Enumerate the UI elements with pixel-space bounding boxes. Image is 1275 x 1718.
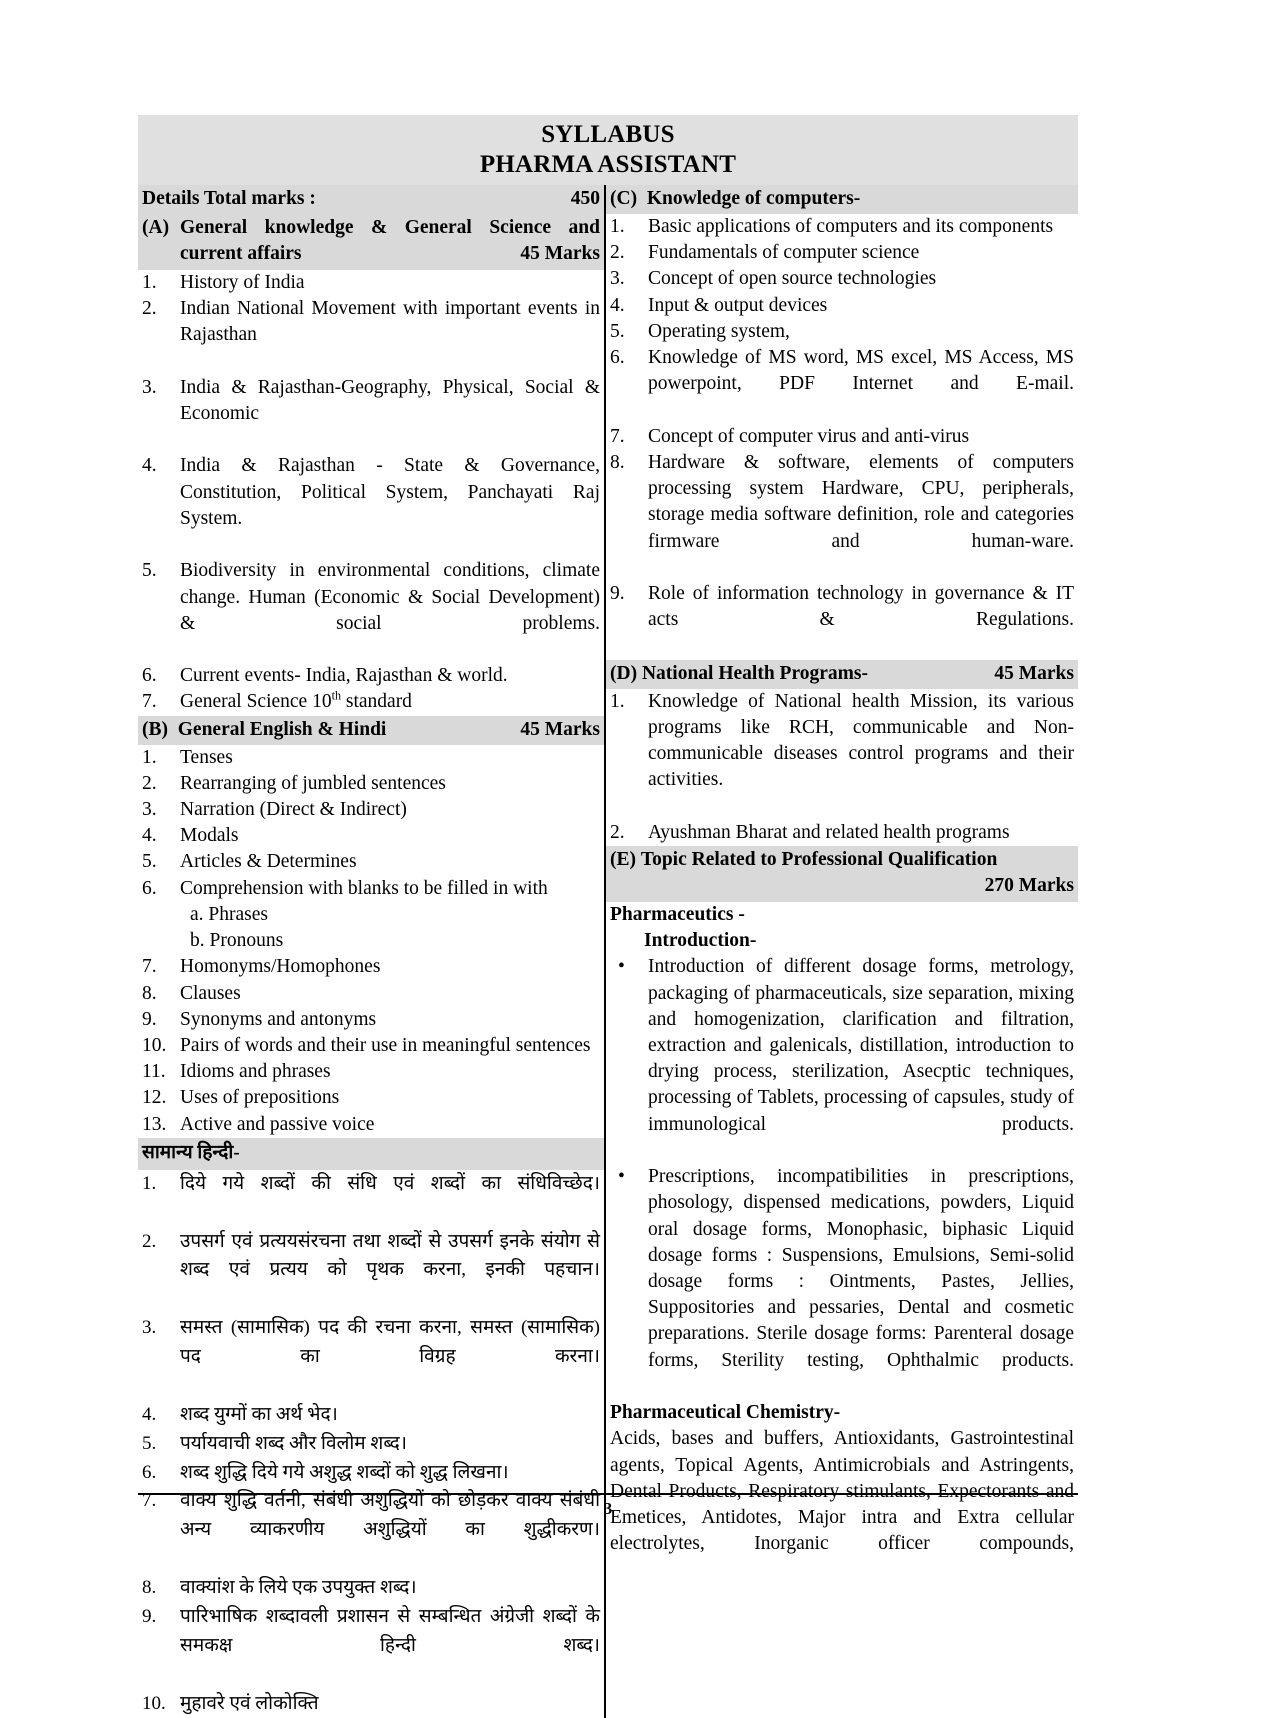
section-d-title-text: National Health Programs- [642, 663, 868, 684]
list-item [606, 240, 1078, 266]
details-total-marks-value: 450 [571, 186, 600, 212]
section-d-header [606, 660, 1078, 689]
right-column [606, 185, 1078, 1718]
item-number: 1. [142, 745, 180, 771]
bullet-icon: • [610, 1164, 648, 1400]
list-item [138, 375, 604, 454]
item-text: Pairs of words and their use in meaningful sentences [180, 1033, 600, 1059]
item-text: History of India [180, 270, 600, 296]
list-item [606, 450, 1078, 581]
item-text: Prescriptions, incompatibilities in prescriptions, phosology, dispensed medications, powders, Liquid oral dosage forms, Monophasic, biphasic Liquid dosage forms : Suspensions, Emulsions, Semi-solid dosage forms : Ointments, Pastes, Jellies, Suppositories and pessaries, Dental and cosmetic preparations. Sterile dosage forms: Parenteral dosage forms, Sterility testing, Ophthalmic products. [648, 1164, 1074, 1400]
item-text: Articles & Determines [180, 849, 600, 875]
item-number: 10. [142, 1033, 180, 1059]
section-c-title: Knowledge of computers- [647, 188, 860, 209]
item-text: उपसर्ग एवं प्रत्ययसंरचना तथा शब्दों से उपसर्ग इनके संयोग से शब्द एवं प्रत्यय को पृथक करना, इनकी पहचान। [180, 1228, 600, 1315]
list-item [138, 1059, 604, 1085]
list-item [138, 1401, 604, 1430]
list-item [138, 296, 604, 375]
list-item [138, 1603, 604, 1690]
section-a-marks: 45 Marks [520, 241, 600, 268]
item-number: 7. [142, 1487, 180, 1574]
item-number: 6. [142, 1459, 180, 1488]
list-item [138, 745, 604, 771]
item-text: Hardware & software, elements of computers processing system Hardware, CPU, peripherals, storage media software definition, role and categories firmware and human-ware. [648, 450, 1074, 581]
item-number: 2. [610, 820, 648, 846]
section-e-header [606, 846, 1078, 902]
list-item-bullet [606, 1164, 1078, 1400]
item-text: वाक्यांश के लिये एक उपयुक्त शब्द। [180, 1574, 600, 1603]
item-text: b. Pronouns [180, 928, 600, 954]
item-number: 2. [142, 771, 180, 797]
item-text [180, 689, 600, 715]
item-text: Homonyms/Homophones [180, 954, 600, 980]
list-item [138, 1033, 604, 1059]
item-number: 5. [142, 558, 180, 663]
list-item [138, 558, 604, 663]
pharmaceutical-chemistry-body: Acids, bases and buffers, Antioxidants, Gastrointestinal agents, Topical Agents, Antimicrobials and Astringents, Dental Products, Respiratory stimulants, Expectorants and Emetices, Antidotes, Major intra and Extra cellular electrolytes, Inorganic officer compounds, [606, 1426, 1078, 1583]
title-line-1: SYLLABUS [138, 120, 1078, 150]
item-number: 6. [142, 876, 180, 902]
item-number: 7. [142, 689, 180, 715]
item-number: 5. [142, 849, 180, 875]
item-text: India & Rajasthan - State & Governance, Constitution, Political System, Panchayati Raj System. [180, 453, 600, 558]
section-e-spacer [610, 873, 985, 900]
item-text: Basic applications of computers and its components [648, 214, 1074, 240]
left-column [138, 185, 606, 1718]
section-d-tag: (D) [610, 663, 637, 684]
item-text: Comprehension with blanks to be filled in with [180, 876, 600, 902]
list-item [138, 1690, 604, 1718]
list-item [606, 581, 1078, 660]
section-a-title-line2: current affairs [180, 241, 520, 268]
footer-divider [138, 1493, 1078, 1495]
two-column-body [138, 185, 1078, 1718]
item-number: 4. [142, 453, 180, 558]
list-item [138, 1574, 604, 1603]
item-number: 1. [142, 1170, 180, 1228]
syllabus-page [138, 115, 1078, 1718]
item-text: Introduction of different dosage forms, metrology, packaging of pharmaceuticals, size separation, mixing and homogenization, clarification and filtration, extraction and galenicals, distillation, introduction to drying process, sterilization, Asecptic techniques, processing of Tablets, processing of capsules, study of immunological products. [648, 954, 1074, 1164]
list-item [606, 266, 1078, 292]
item-number: 1. [142, 270, 180, 296]
list-item [138, 849, 604, 875]
section-e-marks: 270 Marks [985, 873, 1074, 900]
section-b-tag: (B) [142, 719, 168, 740]
item-text: a. Phrases [180, 902, 600, 928]
list-item [138, 1430, 604, 1459]
item-text: India & Rajasthan-Geography, Physical, Social & Economic [180, 375, 600, 454]
item-text: शब्द युग्मों का अर्थ भेद। [180, 1401, 600, 1430]
list-item [138, 1085, 604, 1111]
item-text-pre: General Science 10 [180, 691, 332, 712]
list-item-sub [138, 928, 604, 954]
item-text: दिये गये शब्दों की संधि एवं शब्दों का संधिविच्छेद। [180, 1170, 600, 1228]
item-text: वाक्य शुद्धि वर्तनी, संबंधी अशुद्धियों को छोड़कर वाक्य संबंधी अन्य व्याकरणीय अशुद्धियों का शुद्धीकरण। [180, 1487, 600, 1574]
item-number: 8. [142, 981, 180, 1007]
list-item [606, 319, 1078, 345]
item-number: 3. [142, 375, 180, 454]
title-row [138, 115, 1078, 185]
list-item [138, 797, 604, 823]
section-d-title [610, 661, 994, 687]
document-title [138, 115, 1078, 185]
item-number: 3. [142, 1314, 180, 1401]
section-a-header [138, 214, 604, 270]
item-number: 5. [142, 1430, 180, 1459]
item-text: मुहावरे एवं लोकोक्ति [180, 1690, 600, 1718]
list-item [138, 771, 604, 797]
item-number: 1. [610, 689, 648, 820]
item-number: 2. [142, 1228, 180, 1315]
section-b-header [138, 716, 604, 745]
item-text: Rearranging of jumbled sentences [180, 771, 600, 797]
list-item-bullet [606, 954, 1078, 1164]
item-text: Ayushman Bharat and related health programs [648, 820, 1074, 846]
list-item [606, 345, 1078, 424]
list-item [138, 1112, 604, 1138]
list-item [138, 981, 604, 1007]
item-text: Clauses [180, 981, 600, 1007]
section-e-tag: (E) [610, 849, 636, 870]
item-number: 5. [610, 319, 648, 345]
list-item [138, 663, 604, 689]
list-item [138, 1228, 604, 1315]
pharmaceutics-heading: Pharmaceutics - [606, 902, 1078, 928]
bullet-icon: • [610, 954, 648, 1164]
item-number: 1. [610, 214, 648, 240]
item-text: Current events- India, Rajasthan & world. [180, 663, 600, 689]
item-number: 11. [142, 1059, 180, 1085]
section-b-title-text: General English & Hindi [178, 719, 387, 740]
list-item [138, 453, 604, 558]
pharmaceutics-subheading: Introduction- [606, 928, 1078, 954]
list-item [138, 1459, 604, 1488]
item-text: Indian National Movement with important events in Rajasthan [180, 296, 600, 375]
item-text: समस्त (सामासिक) पद की रचना करना, समस्त (सामासिक) पद का विग्रह करना। [180, 1314, 600, 1401]
list-item [606, 214, 1078, 240]
section-b-title [142, 717, 520, 743]
item-number [142, 902, 180, 928]
item-number: 7. [610, 424, 648, 450]
section-a-tag: (A) [142, 215, 180, 242]
list-item [138, 1170, 604, 1228]
item-number: 8. [610, 450, 648, 581]
item-number: 12. [142, 1085, 180, 1111]
item-text: Uses of prepositions [180, 1085, 600, 1111]
list-item [138, 876, 604, 902]
item-number: 4. [142, 1401, 180, 1430]
item-number: 9. [142, 1007, 180, 1033]
section-d-marks: 45 Marks [994, 661, 1074, 687]
details-total-marks-label: Details Total marks : [142, 186, 571, 212]
list-item-sub [138, 902, 604, 928]
list-item [138, 270, 604, 296]
item-text: Biodiversity in environmental conditions, climate change. Human (Economic & Social Development) & social problems. [180, 558, 600, 663]
item-text: Idioms and phrases [180, 1059, 600, 1085]
list-item [606, 820, 1078, 846]
item-text: Concept of computer virus and anti-virus [648, 424, 1074, 450]
item-text: Fundamentals of computer science [648, 240, 1074, 266]
item-number: 2. [142, 296, 180, 375]
item-number [142, 928, 180, 954]
section-b-marks: 45 Marks [520, 717, 600, 743]
title-line-2: PHARMA ASSISTANT [138, 150, 1078, 180]
section-a-title: General knowledge & General Science and [180, 215, 600, 242]
item-number: 2. [610, 240, 648, 266]
page-number: 3 [138, 1499, 1078, 1519]
item-text: Concept of open source technologies [648, 266, 1074, 292]
item-text: Knowledge of National health Mission, its various programs like RCH, communicable and Non-communicable diseases control programs and their activities. [648, 689, 1074, 820]
item-number: 8. [142, 1574, 180, 1603]
item-text: पारिभाषिक शब्दावली प्रशासन से सम्बन्धित अंग्रेजी शब्दों के समकक्ष हिन्दी शब्द। [180, 1603, 600, 1690]
item-text: Role of information technology in governance & IT acts & Regulations. [648, 581, 1074, 660]
item-number: 7. [142, 954, 180, 980]
item-text: शब्द शुद्धि दिये गये अशुद्ध शब्दों को शुद्ध लिखना। [180, 1459, 600, 1488]
list-item [138, 689, 604, 715]
item-text: Active and passive voice [180, 1112, 600, 1138]
list-item [138, 954, 604, 980]
item-number: 13. [142, 1112, 180, 1138]
item-text: Operating system, [648, 319, 1074, 345]
section-hindi-header: सामान्य हिन्दी- [138, 1138, 604, 1170]
list-item [606, 293, 1078, 319]
item-text: Modals [180, 823, 600, 849]
item-number: 4. [610, 293, 648, 319]
item-number: 3. [610, 266, 648, 292]
item-number: 6. [610, 345, 648, 424]
section-c-tag: (C) [610, 188, 637, 209]
syllabus-table [138, 115, 1078, 185]
pharmaceutical-chemistry-heading: Pharmaceutical Chemistry- [606, 1400, 1078, 1426]
item-text: Knowledge of MS word, MS excel, MS Access, MS powerpoint, PDF Internet and E-mail. [648, 345, 1074, 424]
item-number: 10. [142, 1690, 180, 1718]
item-number: 9. [142, 1603, 180, 1690]
details-total-marks-bar [138, 185, 604, 214]
item-text: Synonyms and antonyms [180, 1007, 600, 1033]
item-text: Input & output devices [648, 293, 1074, 319]
section-c-header [606, 185, 1078, 214]
list-item [138, 823, 604, 849]
item-number: 4. [142, 823, 180, 849]
list-item [138, 1007, 604, 1033]
item-text: Tenses [180, 745, 600, 771]
list-item [606, 424, 1078, 450]
list-item [606, 689, 1078, 820]
section-e-title [610, 847, 1074, 874]
list-item [138, 1314, 604, 1401]
item-number: 6. [142, 663, 180, 689]
item-text-post: standard [341, 691, 412, 712]
item-number: 9. [610, 581, 648, 660]
item-text: पर्यायवाची शब्द और विलोम शब्द। [180, 1430, 600, 1459]
item-text: Narration (Direct & Indirect) [180, 797, 600, 823]
item-number: 3. [142, 797, 180, 823]
section-e-title-text: Topic Related to Professional Qualification [641, 849, 997, 870]
ordinal-suffix: th [332, 689, 341, 703]
